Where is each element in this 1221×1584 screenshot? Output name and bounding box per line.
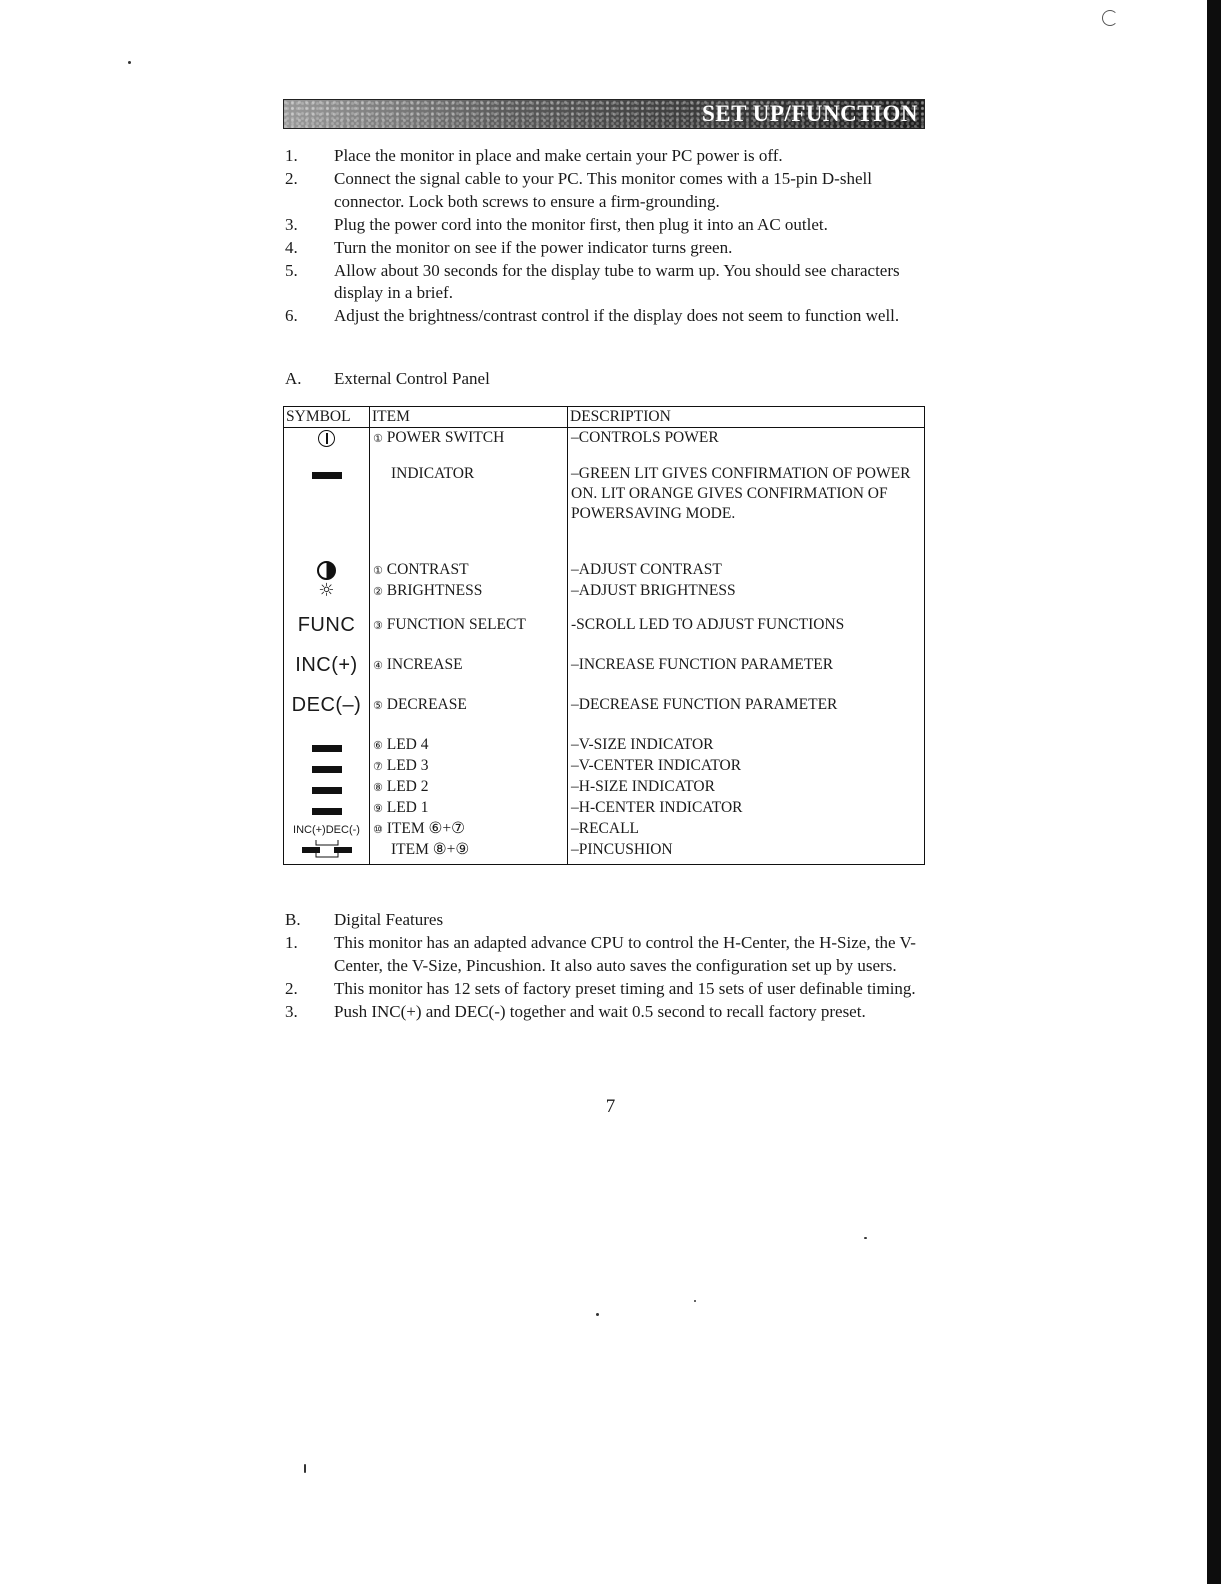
- item-cell: [370, 798, 568, 819]
- desc-cell: -SCROLL LED TO ADJUST FUNCTIONS: [568, 615, 925, 655]
- table-row: [284, 560, 925, 581]
- led-4-icon: [312, 745, 342, 752]
- list-item: [285, 1001, 925, 1024]
- desc-cell: –CONTROLS POWER: [568, 428, 925, 465]
- item-cell: [370, 777, 568, 798]
- item-cell: [370, 695, 568, 735]
- dec-symbol: DEC(–): [291, 694, 362, 716]
- inc-dec-symbol: INC(+)DEC(-): [293, 824, 360, 836]
- feature-text: This monitor has 12 sets of factory preset timing and 15 sets of user definable timing.: [334, 978, 916, 998]
- symbol-cell: [284, 560, 370, 581]
- symbol-cell: [284, 798, 370, 819]
- list-item: [285, 145, 925, 168]
- symbol-cell: [284, 695, 370, 735]
- table-row: [284, 735, 925, 756]
- desc-cell: –V-SIZE INDICATOR: [568, 735, 925, 756]
- section-letter: B.: [285, 910, 301, 929]
- table-row: [284, 581, 925, 615]
- item-label: LED 1: [386, 799, 429, 816]
- number-mark: ⑩: [373, 823, 383, 836]
- scan-speck: [128, 61, 131, 64]
- desc-cell: –ADJUST CONTRAST: [568, 560, 925, 581]
- list-item: [285, 168, 925, 213]
- symbol-cell: [284, 819, 370, 840]
- number-mark: ④: [373, 659, 383, 672]
- inc-symbol: INC(+): [295, 654, 358, 676]
- list-item: [285, 214, 925, 237]
- table-row: [284, 798, 925, 819]
- desc-cell: –GREEN LIT GIVES CONFIRMATION OF POWER ON. LIT ORANGE GIVES CONFIRMATION OF POWERSAVING MODE.: [568, 464, 925, 560]
- table-row: [284, 655, 925, 695]
- item-label: INDICATOR: [391, 465, 475, 482]
- item-cell: [370, 840, 568, 865]
- desc-cell: –ADJUST BRIGHTNESS: [568, 581, 925, 615]
- step-number: 5.: [285, 260, 298, 280]
- item-cell: [370, 655, 568, 695]
- scan-speck: [304, 1464, 306, 1473]
- table-row: [284, 428, 925, 465]
- item-cell: [370, 464, 568, 560]
- item-label: INCREASE: [386, 656, 463, 673]
- step-text: Plug the power cord into the monitor first, then plug it into an AC outlet.: [334, 214, 828, 234]
- list-item: [285, 932, 925, 977]
- symbol-cell: [284, 756, 370, 777]
- symbol-cell: [284, 615, 370, 655]
- number-mark: ①: [373, 564, 383, 577]
- table-row: [284, 756, 925, 777]
- desc-cell: –INCREASE FUNCTION PARAMETER: [568, 655, 925, 695]
- symbol-cell: [284, 840, 370, 865]
- page-number: 7: [605, 1096, 616, 1117]
- item-label: BRIGHTNESS: [386, 582, 483, 599]
- led-2-icon: [312, 787, 342, 794]
- step-text: Adjust the brightness/contrast control if the display does not seem to function well.: [334, 306, 900, 325]
- number-mark: ⑧: [373, 781, 383, 794]
- digital-features: [285, 909, 925, 1024]
- item-cell: [370, 428, 568, 465]
- feature-number: 2.: [285, 978, 298, 998]
- list-item: [285, 978, 925, 1001]
- item-label: LED 2: [386, 778, 429, 795]
- table-row: [284, 615, 925, 655]
- number-mark: ⑨: [373, 802, 383, 815]
- step-number: 6.: [285, 306, 298, 325]
- power-symbol-icon: [318, 430, 335, 447]
- step-number: 4.: [285, 237, 298, 257]
- item-label: DECREASE: [386, 696, 467, 713]
- item-cell: [370, 735, 568, 756]
- list-item: [285, 260, 925, 305]
- desc-cell: –H-CENTER INDICATOR: [568, 798, 925, 819]
- number-mark: ⑥: [373, 739, 383, 752]
- item-cell: [370, 756, 568, 777]
- list-item: [285, 305, 925, 328]
- symbol-cell: [284, 464, 370, 560]
- feature-text: Push INC(+) and DEC(-) together and wait 0.5 second to recall factory preset.: [334, 1001, 866, 1021]
- desc-cell: –PINCUSHION: [568, 840, 925, 865]
- scan-edge-bar: [1207, 0, 1221, 1584]
- func-symbol: FUNC: [297, 614, 356, 636]
- table-header-row: [284, 407, 925, 428]
- table-row: [284, 840, 925, 865]
- button-pair-icon: [292, 840, 362, 858]
- col-header-description: DESCRIPTION: [568, 407, 925, 428]
- item-label: LED 3: [386, 757, 429, 774]
- col-header-symbol: SYMBOL: [284, 407, 370, 428]
- col-header-item: ITEM: [370, 407, 568, 428]
- scan-speck: [694, 1300, 696, 1302]
- scan-speck: [864, 1237, 867, 1239]
- list-item: [285, 237, 925, 260]
- step-number: 2.: [285, 169, 298, 188]
- number-mark: ⑦: [373, 760, 383, 773]
- item-label: ITEM ⑥+⑦: [386, 820, 466, 837]
- feature-number: 1.: [285, 933, 298, 952]
- led-1-icon: [312, 808, 342, 815]
- symbol-cell: [284, 777, 370, 798]
- item-label: LED 4: [386, 736, 429, 753]
- step-text: Connect the signal cable to your PC. This monitor comes with a 15-pin D-shell connector. Lock both screws to ensure a firm-grounding.: [334, 169, 872, 211]
- symbol-cell: [284, 655, 370, 695]
- item-cell: [370, 819, 568, 840]
- symbol-cell: [284, 428, 370, 465]
- item-label: POWER SWITCH: [386, 429, 505, 446]
- feature-number: 3.: [285, 1001, 298, 1021]
- control-panel-table: [283, 406, 925, 865]
- step-number: 3.: [285, 214, 298, 234]
- item-cell: [370, 581, 568, 615]
- item-label: ITEM ⑧+⑨: [391, 841, 470, 858]
- section-title: Digital Features: [334, 910, 444, 929]
- led-3-icon: [312, 766, 342, 773]
- symbol-cell: [284, 581, 370, 615]
- table-row: [284, 777, 925, 798]
- indicator-led-icon: [312, 472, 342, 479]
- scan-speck: [1102, 10, 1118, 26]
- contrast-icon: [317, 561, 336, 580]
- page-title: SET UP/FUNCTION: [701, 101, 918, 126]
- section-title: External Control Panel: [334, 369, 490, 388]
- number-mark: ⑤: [373, 699, 383, 712]
- table-row: [284, 819, 925, 840]
- desc-cell: –RECALL: [568, 819, 925, 840]
- step-text: Allow about 30 seconds for the display tube to warm up. You should see characters display in a brief.: [334, 260, 900, 302]
- symbol-cell: [284, 735, 370, 756]
- section-b-heading: [285, 909, 925, 932]
- step-text: Turn the monitor on see if the power indicator turns green.: [334, 237, 733, 257]
- item-cell: [370, 615, 568, 655]
- item-label: FUNCTION SELECT: [386, 616, 526, 633]
- section-banner: [283, 99, 925, 129]
- section-a-heading: [285, 369, 490, 389]
- step-text: Place the monitor in place and make certain your PC power is off.: [334, 146, 783, 165]
- item-label: CONTRAST: [386, 561, 469, 578]
- number-mark: ③: [373, 619, 383, 632]
- desc-cell: –H-SIZE INDICATOR: [568, 777, 925, 798]
- table-row: [284, 695, 925, 735]
- desc-cell: –DECREASE FUNCTION PARAMETER: [568, 695, 925, 735]
- feature-text: This monitor has an adapted advance CPU to control the H-Center, the H-Size, the V-Center, the V-Size, Pincushion. It also auto saves the configuration set up by users.: [334, 933, 916, 975]
- setup-steps-list: [285, 145, 925, 328]
- item-cell: [370, 560, 568, 581]
- brightness-sun-icon: ☼: [318, 580, 335, 601]
- desc-cell: –V-CENTER INDICATOR: [568, 756, 925, 777]
- table-row: [284, 464, 925, 560]
- number-mark: ②: [373, 585, 383, 598]
- step-number: 1.: [285, 146, 298, 165]
- number-mark: ①: [373, 432, 383, 445]
- scan-speck: [596, 1313, 599, 1316]
- section-letter: A.: [285, 369, 302, 388]
